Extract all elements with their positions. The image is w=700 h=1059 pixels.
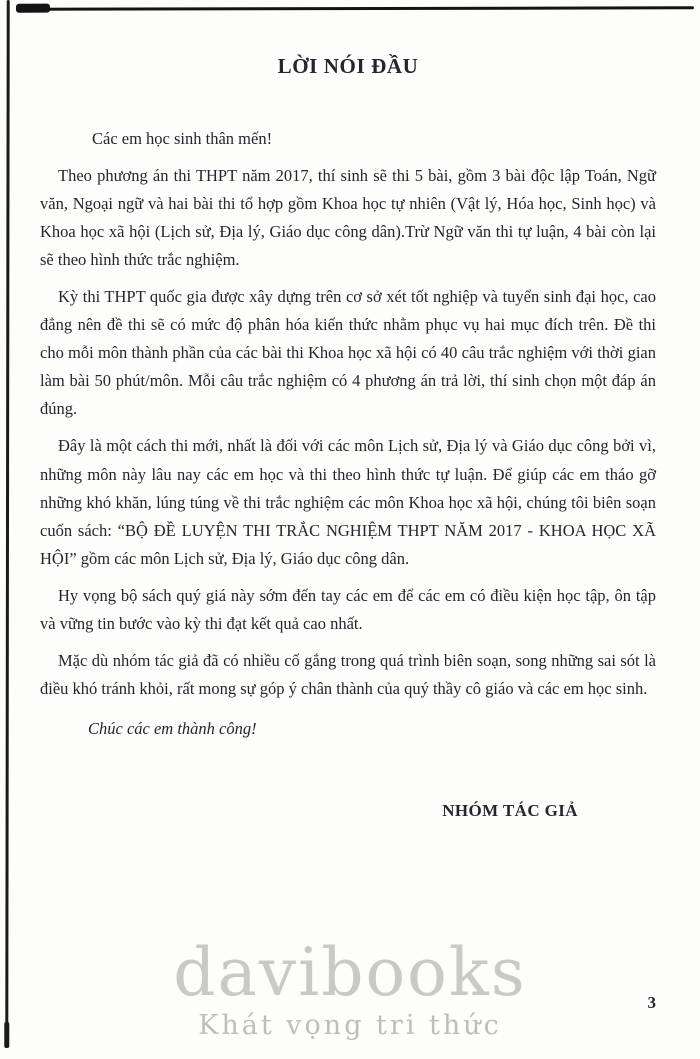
publisher-watermark — [0, 934, 700, 1041]
body-paragraph-1: Theo phương án thi THPT năm 2017, thí sinh sẽ thi 5 bài, gồm 3 bài độc lập Toán, Ngữ văn, Ngoại ngữ và hai bài thi tổ hợp gồm Khoa học tự nhiên (Vật lý, Hóa học, Sinh học) và Khoa học xã hội (Lịch sử, Địa lý, Giáo dục công dân).Trừ Ngữ văn thi tự luận, 4 bài còn lại sẽ theo hình thức trắc nghiệm. — [40, 166, 656, 270]
author-signature: NHÓM TÁC GIẢ — [442, 800, 578, 820]
scan-artifact-left-edge — [5, 0, 9, 1046]
watermark-brand: davibooks — [173, 934, 527, 1011]
body-paragraph-5: Mặc dù nhóm tác giả đã có nhiều cố gắng trong quá trình biên soạn, song những sai sót là điều khó tránh khỏi, rất mong sự góp ý chân thành của quý thầy cô giáo và các em học sinh. — [40, 650, 656, 698]
watermark-tagline: Khát vọng tri thức — [198, 1010, 502, 1041]
closing-wish: Chúc các em thành công! — [88, 718, 257, 738]
body-paragraph-2: Kỳ thi THPT quốc gia được xây dựng trên cơ sở xét tốt nghiệp và tuyển sinh đại học, cao đẳng nên đề thi sẽ có mức độ phân hóa kiến thức nhằm phục vụ hai mục đích trên. Đề thi cho mỗi môn thành phần của các bài thi Khoa học xã hội có 40 câu trắc nghiệm với thời gian làm bài 50 phút/môn. Mỗi câu trắc nghiệm có 4 phương án trả lời, thí sinh chọn một đáp án đúng. — [40, 287, 656, 419]
page-number: 3 — [647, 993, 656, 1012]
body-paragraph-3: Đây là một cách thi mới, nhất là đối với các môn Lịch sử, Địa lý và Giáo dục công bởi vì, những môn này lâu nay các em học và thi theo hình thức tự luận. Để giúp các em tháo gỡ những khó khăn, lúng túng về thi trắc nghiệm các môn Khoa học xã hội, chúng tôi biên soạn cuốn sách: “BỘ ĐỀ LUYỆN THI TRẮC NGHIỆM THPT NĂM 2017 - KHOA HỌC XÃ HỘI” gồm các môn Lịch sử, Địa lý, Giáo dục công dân. — [40, 436, 656, 568]
scan-artifact-top-edge — [26, 6, 694, 10]
page-title: LỜI NÓI ĐẦU — [277, 54, 419, 78]
greeting-line: Các em học sinh thân mến! — [92, 129, 273, 148]
page-content — [40, 54, 656, 821]
body-paragraph-4: Hy vọng bộ sách quý giá này sớm đến tay các em để các em có điều kiện học tập, ôn tập và vững tin bước vào kỳ thi đạt kết quả cao nhất. — [40, 585, 656, 633]
